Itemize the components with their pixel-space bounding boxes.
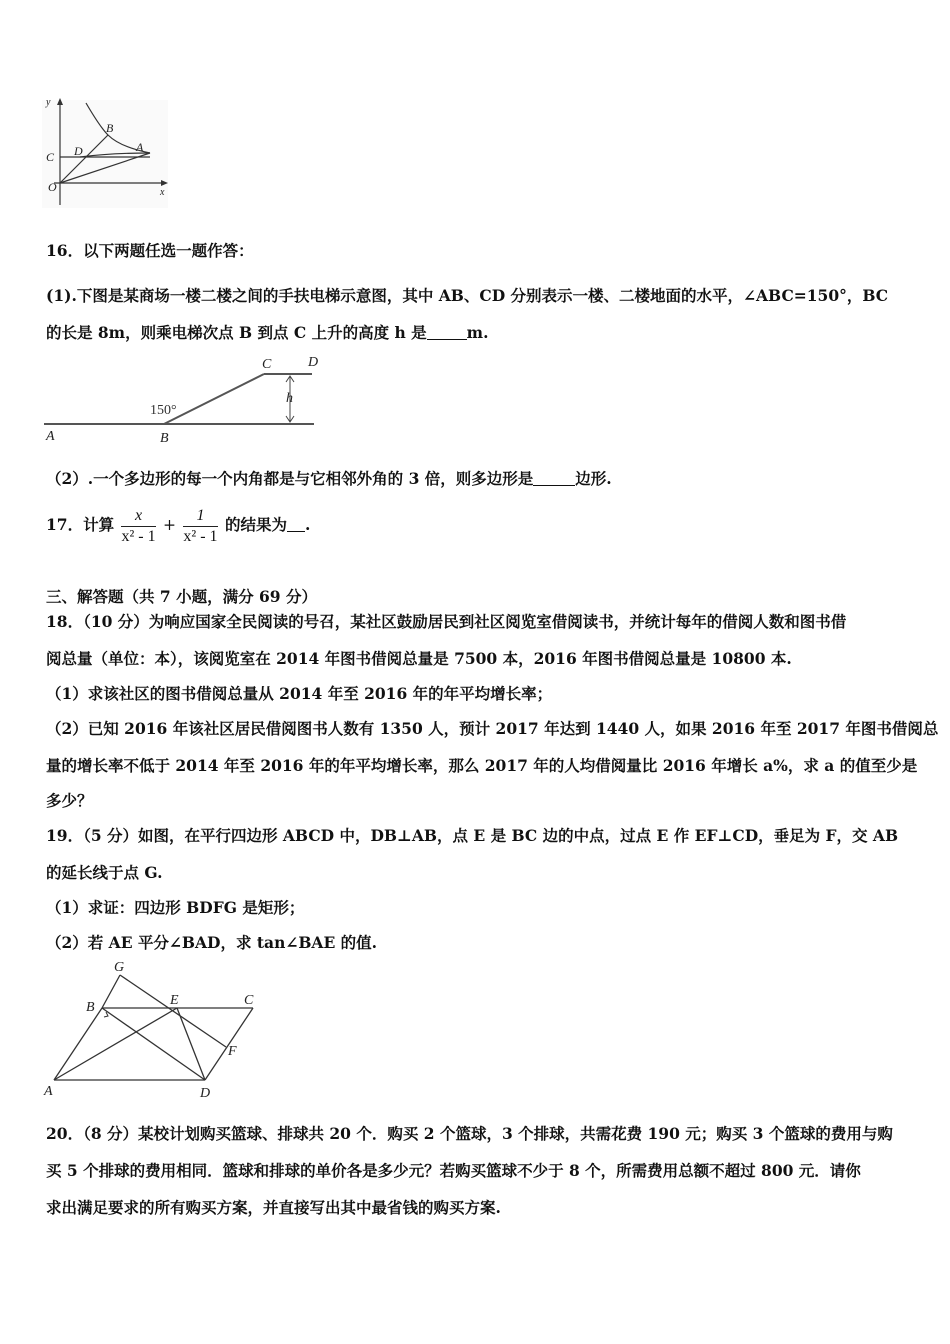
q20-line2: 买 5 个排球的费用相同．篮球和排球的单价各是多少元？若购买篮球不少于 8 个，所需费用总额不超过 800 元．请你 [46, 1161, 861, 1180]
answer-blank-polygon[interactable] [533, 485, 575, 486]
label-G: G [114, 960, 125, 975]
label-A: A [46, 429, 55, 444]
q16-part1-line1: (1).下图是某商场一楼二楼之间的手扶电梯示意图，其中 AB、CD 分别表示一楼、二楼地面的水平，∠ABC=150°，BC [46, 286, 889, 305]
diagonal-BD [102, 1008, 205, 1080]
section-title: 三、解答题（共 7 小题，满分 69 分） [46, 587, 317, 606]
fraction-1 [121, 506, 155, 547]
segment-ED [177, 1008, 205, 1080]
label-h: h [286, 391, 293, 406]
q18-line4: （2）已知 2016 年该社区居民借阅图书人数有 1350 人，预计 2017 年达到 1440 人，如果 2016 年至 2017 年图书借阅总 [46, 719, 939, 738]
label-B: B [106, 121, 114, 135]
q19-line1: 19．（5 分）如图，在平行四边形 ABCD 中，DB⊥AB，点 E 是 BC 边的中点，过点 E 作 EF⊥CD，垂足为 F，交 AB [46, 826, 899, 845]
label-C: C [46, 150, 55, 164]
label-x: x [160, 187, 165, 198]
segment-AE [54, 1008, 177, 1080]
q16-part2-post: 边形. [575, 469, 612, 488]
q17 [46, 505, 310, 547]
q17-pre: 17．计算 [46, 515, 115, 534]
label-E: E [170, 993, 179, 1008]
escalator-BC [164, 374, 264, 424]
q16-part2 [46, 468, 612, 490]
q18-line1: 18．（10 分）为响应国家全民阅读的号召，某社区鼓励居民到社区阅览室借阅读书，并统计每年的借阅人数和图书借 [46, 612, 847, 631]
fraction-2-denominator: x² - 1 [183, 527, 218, 545]
q16-part1-line2-post: m. [466, 323, 489, 342]
q17-end: . [304, 515, 311, 534]
q20-line3: 求出满足要求的所有购买方案，并直接写出其中最省钱的购买方案. [46, 1198, 501, 1217]
answer-blank-result[interactable] [287, 531, 305, 532]
q18-line6: 多少？ [46, 791, 93, 810]
q17-post: 的结果为 [224, 515, 287, 534]
label-B: B [160, 431, 169, 446]
label-D: D [308, 355, 319, 370]
label-D: D [200, 1086, 211, 1100]
label-A: A [136, 140, 144, 154]
label-y: y [46, 97, 51, 108]
label-D: D [74, 144, 83, 158]
fraction-1-denominator: x² - 1 [121, 527, 156, 545]
function-graph-figure [40, 95, 175, 210]
escalator-figure [44, 350, 344, 450]
label-C: C [262, 357, 272, 372]
label-O: O [48, 180, 57, 194]
angle-label: 150° [150, 403, 177, 418]
q16-part2-pre: （2）.一个多边形的每一个内角都是与它相邻外角的 3 倍，则多边形是 [46, 469, 534, 488]
segment-BG [102, 975, 120, 1008]
parallelogram-figure [40, 955, 280, 1100]
fraction-2 [183, 506, 217, 547]
q19-line2: 的延长线于点 G. [46, 863, 163, 882]
right-angle-mark-B [104, 1012, 108, 1017]
q18-line2: 阅总量（单位：本），该阅览室在 2014 年图书借阅总量是 7500 本，2016 年图书借阅总量是 10800 本. [46, 649, 792, 668]
label-A: A [44, 1084, 53, 1099]
side-AB [54, 1008, 102, 1080]
q18-line3: （1）求该社区的图书借阅总量从 2014 年至 2016 年的年平均增长率； [46, 684, 553, 703]
q19-line4: （2）若 AE 平分∠BAD，求 tan∠BAE 的值. [46, 933, 378, 952]
label-C: C [244, 993, 254, 1008]
q20-line1: 20．（8 分）某校计划购买篮球、排球共 20 个．购买 2 个篮球，3 个排球，共需花费 190 元；购买 3 个篮球的费用与购 [46, 1124, 893, 1143]
q16-part1-line2-pre: 的长是 8m，则乘电梯次点 B 到点 C 上升的高度 h 是 [46, 323, 427, 342]
q16-part1-line2 [46, 322, 488, 344]
label-F: F [228, 1044, 237, 1059]
answer-blank-height[interactable] [427, 339, 467, 340]
plus-sign: + [163, 516, 177, 534]
fraction-1-numerator: x [121, 506, 155, 527]
q18-line5: 量的增长率不低于 2014 年至 2016 年的年平均增长率，那么 2017 年的人均借阅量比 2016 年增长 a%，求 a 的值至少是 [46, 756, 918, 775]
q16-title: 16．以下两题任选一题作答： [46, 241, 254, 260]
q19-line3: （1）求证：四边形 BDFG 是矩形； [46, 898, 305, 917]
fraction-2-numerator: 1 [183, 506, 217, 527]
label-B: B [86, 1000, 95, 1015]
